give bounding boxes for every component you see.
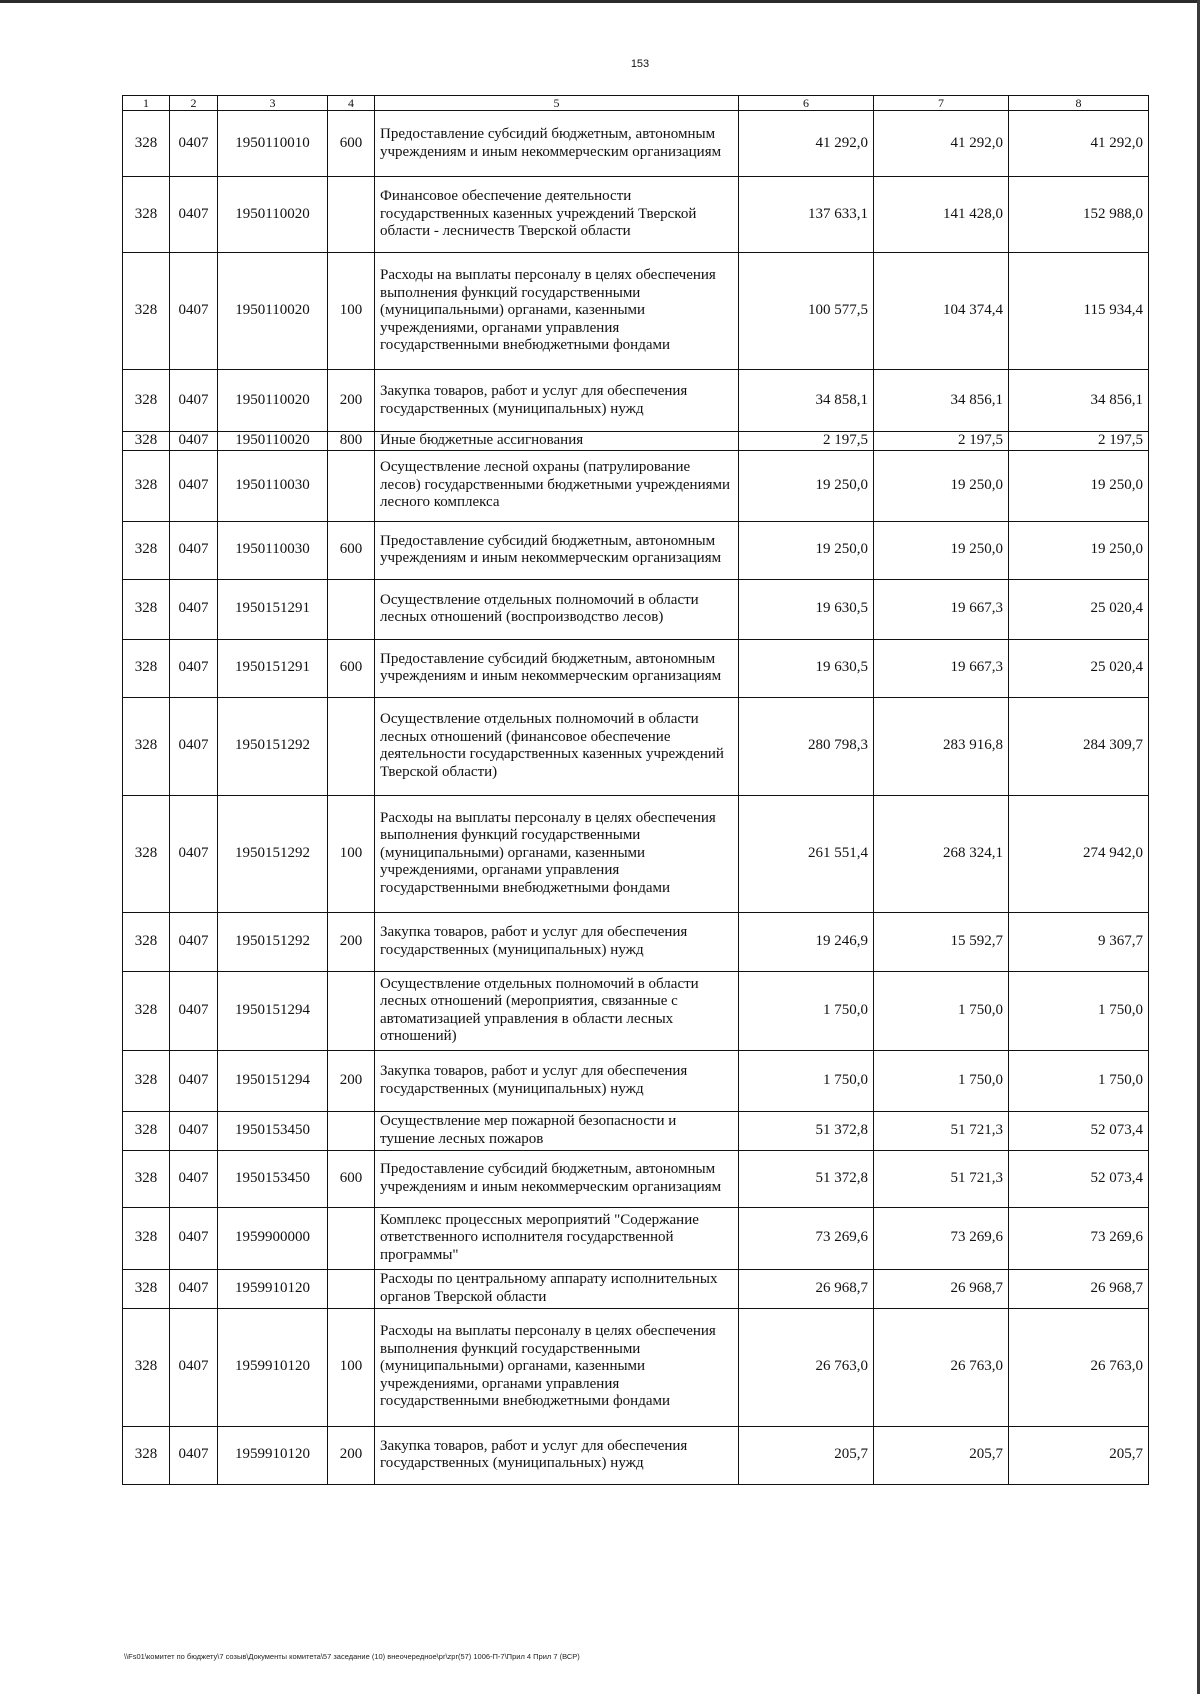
table-row <box>123 795 1149 912</box>
expense-description: Осуществление лесной охраны (патрулирование лесов) государственными бюджетными учреждениями лесного комплекса <box>375 450 739 521</box>
amount-col-7: 1 750,0 <box>874 971 1009 1050</box>
target-article-code: 1950110030 <box>218 450 328 521</box>
expense-description: Предоставление субсидий бюджетным, автономным учреждениям и иным некоммерческим организациям <box>375 521 739 579</box>
section-code: 0407 <box>170 253 218 370</box>
section-code: 0407 <box>170 697 218 795</box>
section-code: 0407 <box>170 177 218 253</box>
target-article-code: 1959910120 <box>218 1269 328 1308</box>
expense-description: Осуществление отдельных полномочий в области лесных отношений (мероприятия, связанные с автоматизацией управления в области лесных отношений) <box>375 971 739 1050</box>
expense-description: Предоставление субсидий бюджетным, автономным учреждениям и иным некоммерческим организациям <box>375 111 739 177</box>
budget-admin-code: 328 <box>123 253 170 370</box>
amount-col-6: 41 292,0 <box>739 111 874 177</box>
amount-col-6: 280 798,3 <box>739 697 874 795</box>
target-article-code: 1950151294 <box>218 1050 328 1111</box>
expense-description: Расходы по центральному аппарату исполнительных органов Тверской области <box>375 1269 739 1308</box>
expense-type-code: 600 <box>328 1150 375 1207</box>
budget-admin-code: 328 <box>123 1111 170 1150</box>
amount-col-8: 26 968,7 <box>1009 1269 1149 1308</box>
amount-col-8: 26 763,0 <box>1009 1308 1149 1426</box>
expense-description: Комплекс процессных мероприятий "Содержание ответственного исполнителя государственной программы" <box>375 1207 739 1269</box>
table-row <box>123 1111 1149 1150</box>
expense-description: Расходы на выплаты персоналу в целях обеспечения выполнения функций государственными (муниципальными) органами, казенными учреждениями, органами управления государственными внебюджетными фондами <box>375 253 739 370</box>
amount-col-7: 104 374,4 <box>874 253 1009 370</box>
expense-type-code <box>328 177 375 253</box>
table-row <box>123 450 1149 521</box>
budget-admin-code: 328 <box>123 1308 170 1426</box>
amount-col-6: 19 250,0 <box>739 521 874 579</box>
budget-admin-code: 328 <box>123 370 170 432</box>
amount-col-7: 19 667,3 <box>874 579 1009 639</box>
budget-admin-code: 328 <box>123 1207 170 1269</box>
amount-col-8: 152 988,0 <box>1009 177 1149 253</box>
section-code: 0407 <box>170 1308 218 1426</box>
section-code: 0407 <box>170 639 218 697</box>
expense-description: Закупка товаров, работ и услуг для обеспечения государственных (муниципальных) нужд <box>375 1050 739 1111</box>
budget-admin-code: 328 <box>123 697 170 795</box>
section-code: 0407 <box>170 432 218 451</box>
page-number: 153 <box>630 58 650 70</box>
expense-type-code <box>328 971 375 1050</box>
expense-type-code <box>328 579 375 639</box>
amount-col-6: 26 763,0 <box>739 1308 874 1426</box>
budget-admin-code: 328 <box>123 795 170 912</box>
amount-col-8: 52 073,4 <box>1009 1111 1149 1150</box>
target-article-code: 1950110020 <box>218 370 328 432</box>
amount-col-7: 19 250,0 <box>874 450 1009 521</box>
section-code: 0407 <box>170 370 218 432</box>
amount-col-7: 2 197,5 <box>874 432 1009 451</box>
expense-description: Расходы на выплаты персоналу в целях обеспечения выполнения функций государственными (муниципальными) органами, казенными учреждениями, органами управления государственными внебюджетными фондами <box>375 1308 739 1426</box>
target-article-code: 1950151294 <box>218 971 328 1050</box>
section-code: 0407 <box>170 1150 218 1207</box>
section-code: 0407 <box>170 1269 218 1308</box>
expense-description: Иные бюджетные ассигнования <box>375 432 739 451</box>
amount-col-8: 19 250,0 <box>1009 450 1149 521</box>
expense-type-code: 800 <box>328 432 375 451</box>
budget-admin-code: 328 <box>123 1269 170 1308</box>
budget-admin-code: 328 <box>123 1426 170 1484</box>
expense-type-code: 100 <box>328 1308 375 1426</box>
amount-col-6: 1 750,0 <box>739 1050 874 1111</box>
expense-description: Осуществление мер пожарной безопасности и тушение лесных пожаров <box>375 1111 739 1150</box>
amount-col-7: 26 763,0 <box>874 1308 1009 1426</box>
target-article-code: 1950151292 <box>218 697 328 795</box>
amount-col-6: 73 269,6 <box>739 1207 874 1269</box>
amount-col-7: 19 250,0 <box>874 521 1009 579</box>
expense-type-code: 100 <box>328 795 375 912</box>
target-article-code: 1950151292 <box>218 795 328 912</box>
expense-type-code: 100 <box>328 253 375 370</box>
table-row <box>123 432 1149 451</box>
amount-col-6: 261 551,4 <box>739 795 874 912</box>
amount-col-8: 1 750,0 <box>1009 1050 1149 1111</box>
amount-col-6: 19 630,5 <box>739 639 874 697</box>
section-code: 0407 <box>170 579 218 639</box>
expense-description: Закупка товаров, работ и услуг для обеспечения государственных (муниципальных) нужд <box>375 370 739 432</box>
budget-admin-code: 328 <box>123 521 170 579</box>
amount-col-6: 19 250,0 <box>739 450 874 521</box>
expense-type-code: 200 <box>328 912 375 971</box>
expense-type-code: 200 <box>328 1426 375 1484</box>
expense-type-code <box>328 1207 375 1269</box>
target-article-code: 1950110020 <box>218 432 328 451</box>
table-row <box>123 370 1149 432</box>
section-code: 0407 <box>170 912 218 971</box>
section-code: 0407 <box>170 795 218 912</box>
amount-col-7: 73 269,6 <box>874 1207 1009 1269</box>
target-article-code: 1950151292 <box>218 912 328 971</box>
amount-col-8: 25 020,4 <box>1009 579 1149 639</box>
amount-col-8: 274 942,0 <box>1009 795 1149 912</box>
table-row <box>123 1150 1149 1207</box>
table-body <box>123 111 1149 1485</box>
expense-description: Предоставление субсидий бюджетным, автономным учреждениям и иным некоммерческим организациям <box>375 1150 739 1207</box>
table-row <box>123 639 1149 697</box>
amount-col-6: 100 577,5 <box>739 253 874 370</box>
amount-col-6: 2 197,5 <box>739 432 874 451</box>
amount-col-8: 25 020,4 <box>1009 639 1149 697</box>
table-row <box>123 1269 1149 1308</box>
expense-description: Предоставление субсидий бюджетным, автономным учреждениям и иным некоммерческим организациям <box>375 639 739 697</box>
target-article-code: 1959900000 <box>218 1207 328 1269</box>
table-row <box>123 1308 1149 1426</box>
amount-col-8: 2 197,5 <box>1009 432 1149 451</box>
budget-table <box>122 95 1149 1485</box>
amount-col-8: 41 292,0 <box>1009 111 1149 177</box>
table-row <box>123 1050 1149 1111</box>
amount-col-6: 205,7 <box>739 1426 874 1484</box>
amount-col-7: 51 721,3 <box>874 1150 1009 1207</box>
expense-type-code: 200 <box>328 1050 375 1111</box>
amount-col-7: 268 324,1 <box>874 795 1009 912</box>
target-article-code: 1950153450 <box>218 1111 328 1150</box>
column-header: 4 <box>328 96 375 111</box>
target-article-code: 1950110030 <box>218 521 328 579</box>
amount-col-7: 283 916,8 <box>874 697 1009 795</box>
section-code: 0407 <box>170 111 218 177</box>
budget-admin-code: 328 <box>123 1050 170 1111</box>
budget-admin-code: 328 <box>123 1150 170 1207</box>
table-row <box>123 1426 1149 1484</box>
column-header: 6 <box>739 96 874 111</box>
budget-admin-code: 328 <box>123 639 170 697</box>
amount-col-7: 141 428,0 <box>874 177 1009 253</box>
target-article-code: 1959910120 <box>218 1308 328 1426</box>
target-article-code: 1959910120 <box>218 1426 328 1484</box>
expense-type-code: 200 <box>328 370 375 432</box>
amount-col-8: 9 367,7 <box>1009 912 1149 971</box>
expense-type-code <box>328 450 375 521</box>
amount-col-8: 115 934,4 <box>1009 253 1149 370</box>
expense-type-code: 600 <box>328 521 375 579</box>
budget-admin-code: 328 <box>123 111 170 177</box>
target-article-code: 1950151291 <box>218 579 328 639</box>
amount-col-8: 284 309,7 <box>1009 697 1149 795</box>
expense-description: Финансовое обеспечение деятельности государственных казенных учреждений Тверской области - лесничеств Тверской области <box>375 177 739 253</box>
amount-col-6: 26 968,7 <box>739 1269 874 1308</box>
amount-col-8: 73 269,6 <box>1009 1207 1149 1269</box>
column-header: 8 <box>1009 96 1149 111</box>
amount-col-6: 51 372,8 <box>739 1111 874 1150</box>
section-code: 0407 <box>170 971 218 1050</box>
amount-col-7: 1 750,0 <box>874 1050 1009 1111</box>
amount-col-8: 52 073,4 <box>1009 1150 1149 1207</box>
expense-description: Закупка товаров, работ и услуг для обеспечения государственных (муниципальных) нужд <box>375 1426 739 1484</box>
section-code: 0407 <box>170 521 218 579</box>
table-row <box>123 253 1149 370</box>
amount-col-8: 1 750,0 <box>1009 971 1149 1050</box>
expense-type-code: 600 <box>328 111 375 177</box>
section-code: 0407 <box>170 1426 218 1484</box>
target-article-code: 1950110020 <box>218 253 328 370</box>
budget-admin-code: 328 <box>123 432 170 451</box>
amount-col-7: 34 856,1 <box>874 370 1009 432</box>
amount-col-7: 15 592,7 <box>874 912 1009 971</box>
target-article-code: 1950153450 <box>218 1150 328 1207</box>
amount-col-8: 205,7 <box>1009 1426 1149 1484</box>
expense-type-code: 600 <box>328 639 375 697</box>
amount-col-8: 19 250,0 <box>1009 521 1149 579</box>
budget-admin-code: 328 <box>123 177 170 253</box>
expense-type-code <box>328 1111 375 1150</box>
section-code: 0407 <box>170 1111 218 1150</box>
amount-col-7: 205,7 <box>874 1426 1009 1484</box>
amount-col-6: 137 633,1 <box>739 177 874 253</box>
column-header: 7 <box>874 96 1009 111</box>
table-row <box>123 697 1149 795</box>
expense-description: Осуществление отдельных полномочий в области лесных отношений (воспроизводство лесов) <box>375 579 739 639</box>
table-row <box>123 912 1149 971</box>
table-row <box>123 971 1149 1050</box>
budget-admin-code: 328 <box>123 450 170 521</box>
table-row <box>123 177 1149 253</box>
column-header: 2 <box>170 96 218 111</box>
scan-edge-top <box>0 0 1200 3</box>
target-article-code: 1950151291 <box>218 639 328 697</box>
table-row <box>123 1207 1149 1269</box>
column-header: 1 <box>123 96 170 111</box>
table-row <box>123 579 1149 639</box>
table-row <box>123 521 1149 579</box>
expense-type-code <box>328 1269 375 1308</box>
budget-admin-code: 328 <box>123 579 170 639</box>
expense-description: Расходы на выплаты персоналу в целях обеспечения выполнения функций государственными (муниципальными) органами, казенными учреждениями, органами управления государственными внебюджетными фондами <box>375 795 739 912</box>
amount-col-8: 34 856,1 <box>1009 370 1149 432</box>
table-row <box>123 111 1149 177</box>
amount-col-6: 51 372,8 <box>739 1150 874 1207</box>
amount-col-6: 19 630,5 <box>739 579 874 639</box>
amount-col-6: 34 858,1 <box>739 370 874 432</box>
budget-admin-code: 328 <box>123 912 170 971</box>
amount-col-7: 51 721,3 <box>874 1111 1009 1150</box>
section-code: 0407 <box>170 1207 218 1269</box>
expense-description: Осуществление отдельных полномочий в области лесных отношений (финансовое обеспечение деятельности государственных казенных учреждений Тверской области) <box>375 697 739 795</box>
amount-col-6: 1 750,0 <box>739 971 874 1050</box>
expense-type-code <box>328 697 375 795</box>
amount-col-7: 26 968,7 <box>874 1269 1009 1308</box>
section-code: 0407 <box>170 450 218 521</box>
target-article-code: 1950110010 <box>218 111 328 177</box>
budget-admin-code: 328 <box>123 971 170 1050</box>
expense-description: Закупка товаров, работ и услуг для обеспечения государственных (муниципальных) нужд <box>375 912 739 971</box>
footer-file-path: \\Fs01\комитет по бюджету\7 созыв\Документы комитета\57 заседание (10) внеочередное\pr\zpr(57) 1006-П-7\Прил 4 Прил 7 (ВСР) <box>124 1652 580 1661</box>
table-header-row <box>123 96 1149 111</box>
column-header: 3 <box>218 96 328 111</box>
amount-col-7: 41 292,0 <box>874 111 1009 177</box>
column-header: 5 <box>375 96 739 111</box>
section-code: 0407 <box>170 1050 218 1111</box>
target-article-code: 1950110020 <box>218 177 328 253</box>
amount-col-7: 19 667,3 <box>874 639 1009 697</box>
amount-col-6: 19 246,9 <box>739 912 874 971</box>
